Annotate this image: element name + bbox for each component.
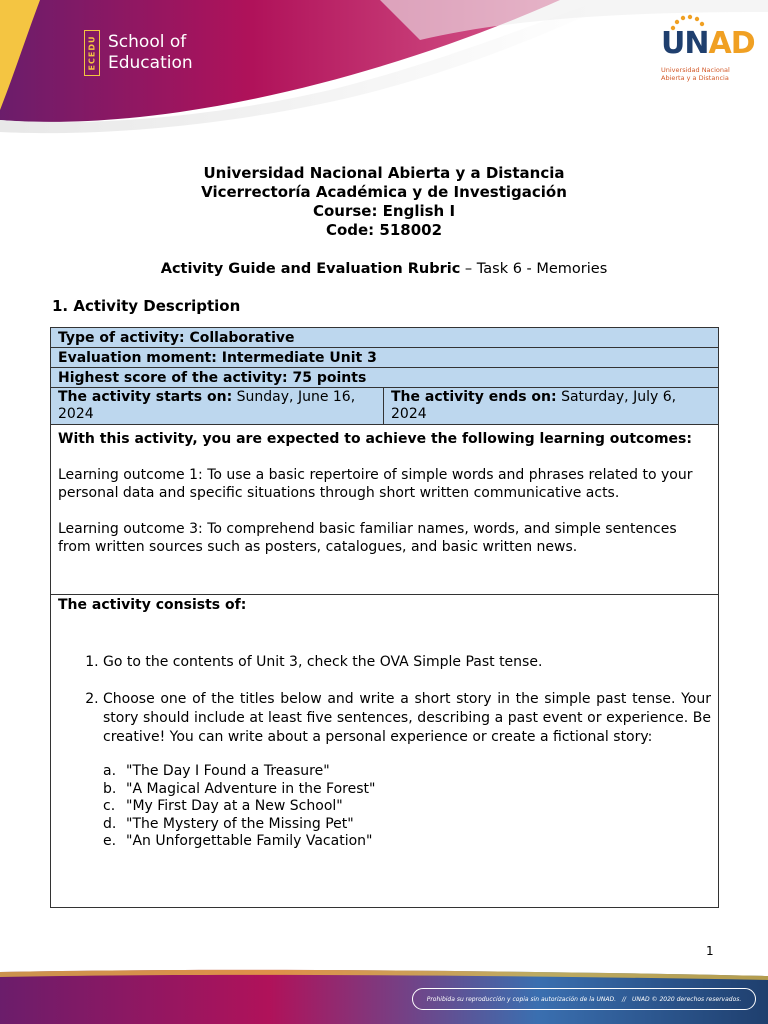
unad-logo [655, 18, 755, 88]
vicerrectoria-title: Vicerrectoría Académica y de Investigación [201, 183, 567, 201]
course-title: Course: English I [312, 202, 456, 220]
unad-sub-line-1: Universidad Nacional [661, 66, 730, 74]
section-heading: 1. Activity Description [52, 297, 241, 315]
type-of-activity-row [51, 328, 718, 348]
copyright-bar [412, 988, 756, 1010]
unad-u: U [661, 26, 685, 61]
eval-label: Evaluation moment: [58, 350, 217, 366]
story-title-item [103, 781, 711, 799]
document-titles [0, 164, 768, 240]
dates-row [51, 388, 718, 425]
step-1: 1. Go to the contents of Unit 3, check the OVA Simple Past tense. [103, 653, 711, 672]
unad-subtitle [661, 66, 730, 82]
story-title-letter: d. [103, 815, 117, 832]
story-title-text: "The Day I Found a Treasure" [126, 763, 330, 779]
story-title-item [103, 833, 711, 851]
activity-consists-row [51, 596, 718, 907]
unad-ad: AD [708, 26, 755, 61]
outcomes-lead: With this activity, you are expected to achieve the following learning outcomes: [58, 431, 692, 447]
learning-outcomes-row [51, 425, 718, 595]
activity-steps-list [58, 653, 711, 851]
score-value: 75 points [292, 370, 367, 386]
step-2 [103, 690, 711, 851]
end-date-cell [384, 388, 718, 424]
school-line-1: School of [108, 32, 187, 52]
step-2-text: Choose one of the titles below and write a short story in the simple past tense. Your story should include at least five sentences, describing a past event or experience. Be creative! You can write about a personal experience or create a fictional story: [103, 691, 711, 745]
unad-sub-line-2: Abierta y a Distancia [661, 74, 729, 82]
type-label: Type of activity: [58, 330, 185, 346]
end-label: The activity ends on: [391, 389, 557, 405]
unad-wordmark [661, 26, 755, 61]
start-value: Sunday, June 16, 2024 [58, 389, 356, 422]
story-title-letter: b. [103, 780, 117, 797]
story-title-item [103, 816, 711, 834]
learning-outcome-1: Learning outcome 1: To use a basic repertoire of simple words and phrases related to your personal data and specific situations through short written communicative acts. [58, 467, 693, 501]
school-line-2: Education [108, 53, 193, 73]
story-title-item [103, 798, 711, 816]
highest-score-row [51, 368, 718, 388]
story-title-item [103, 763, 711, 781]
unad-n: N [684, 26, 709, 61]
story-title-text: "The Mystery of the Missing Pet" [126, 815, 354, 832]
consists-lead: The activity consists of: [58, 597, 247, 613]
story-title-letter: c. [103, 798, 116, 814]
course-code: Code: 518002 [325, 221, 443, 239]
ecedu-label-box [84, 30, 100, 76]
start-date-cell [51, 388, 384, 424]
evaluation-moment-row [51, 348, 718, 368]
ecedu-label: ECEDU [87, 35, 97, 71]
story-titles-list [103, 763, 711, 851]
copyright-divider: // [621, 995, 627, 1003]
guide-task: – Task 6 - Memories [460, 261, 608, 277]
activity-description-table [50, 327, 719, 908]
story-title-letter: e. [103, 833, 117, 849]
school-of-education-logo [84, 30, 193, 76]
type-value: Collaborative [189, 330, 295, 346]
guide-bold: Activity Guide and Evaluation Rubric [160, 261, 461, 277]
start-label: The activity starts on: [58, 389, 233, 405]
school-name [108, 32, 193, 74]
end-value: Saturday, July 6, 2024 [391, 389, 677, 422]
page-number: 1 [706, 944, 714, 958]
activity-guide-heading [0, 261, 768, 277]
story-title-text: "A Magical Adventure in the Forest" [126, 780, 376, 797]
score-label: Highest score of the activity: [58, 370, 288, 386]
eval-value: Intermediate Unit 3 [221, 350, 377, 366]
university-title: Universidad Nacional Abierta y a Distancia [203, 164, 565, 182]
learning-outcome-3: Learning outcome 3: To comprehend basic familiar names, words, and simple sentences from written sources such as posters, catalogues, and basic written news. [58, 521, 677, 555]
header-banner [0, 0, 768, 140]
story-title-text: "An Unforgettable Family Vacation" [126, 833, 373, 849]
copyright-left: Prohibida su reproducción y copia sin autorización de la UNAD. [426, 995, 616, 1003]
story-title-text: "My First Day at a New School" [126, 798, 343, 814]
story-title-letter: a. [103, 763, 117, 779]
copyright-right: UNAD © 2020 derechos reservados. [632, 995, 742, 1003]
